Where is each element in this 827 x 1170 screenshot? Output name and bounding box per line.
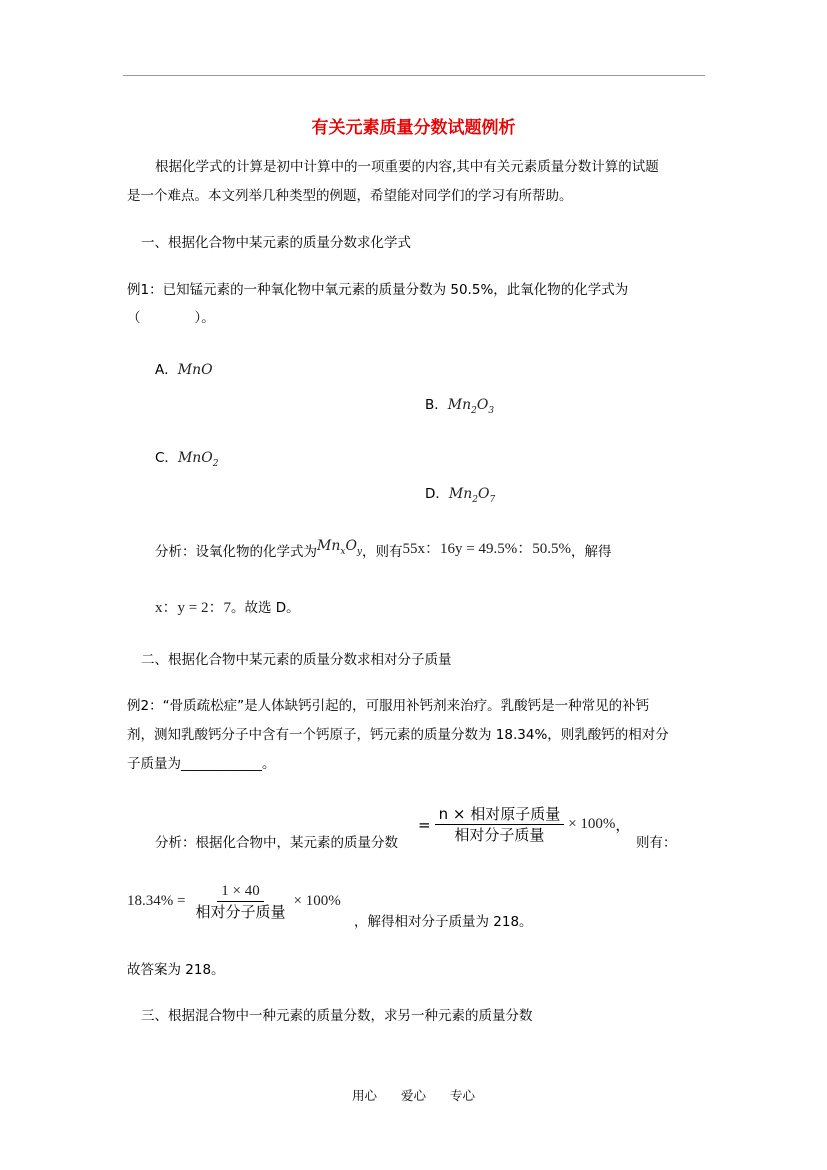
analysis-1-prefix: 分析：设氧化物的化学式为 [155, 544, 317, 560]
formula-y: y [356, 546, 363, 557]
header-rule [123, 75, 705, 76]
page-title: 有关元素质量分数试题例析 [311, 118, 516, 138]
option-b-label: B． [425, 397, 448, 413]
intro-line-1: 根据化学式的计算是初中计算中的一项重要的内容,其中有关元素质量分数计算的试题 [155, 159, 659, 175]
formula-numerator: n × 相对原子质量 [435, 805, 565, 825]
section-2-heading: 二、根据化合物中某元素的质量分数求相对分子质量 [141, 652, 452, 668]
formula-mn: Mn [317, 538, 341, 554]
footer-text-1: 用心 [352, 1088, 378, 1103]
example-2-line-3: 子质量为____________。 [127, 756, 276, 772]
intro-line-2: 是一个难点。本文列举几种类型的例题，希望能对同学们的学习有所帮助。 [127, 188, 573, 204]
result-suffix: 。故选 D。 [230, 600, 300, 616]
section-1-heading: 一、根据化合物中某元素的质量分数求化学式 [141, 235, 411, 251]
example-2-line-1: 例2：“骨质疏松症”是人体缺钙引起的，可服用补钙剂来治疗。乳酸钙是一种常见的补钙 [127, 698, 650, 714]
option-b-sub1: 2 [471, 405, 477, 416]
formula-equals: = [418, 815, 431, 834]
calc-formula [127, 882, 341, 921]
answer-line: 故答案为 218。 [127, 962, 225, 978]
option-d-o: O [478, 486, 490, 502]
option-a-formula: MnO [177, 362, 213, 378]
option-d-label: D． [425, 486, 449, 502]
option-c-sub: 2 [212, 458, 219, 469]
option-d [425, 482, 495, 505]
footer-text-3: 专心 [450, 1088, 476, 1103]
calc-tail: × 100% [293, 893, 341, 909]
result-equation: x：y = 2：7 [155, 600, 231, 616]
option-a [155, 358, 213, 378]
option-d-sub2: 7 [489, 494, 496, 505]
option-d-sub1: 2 [472, 494, 478, 505]
formula-denominator: 相对分子质量 [454, 826, 545, 844]
example-1-line-1: 例1：已知锰元素的一种氧化物中氧元素的质量分数为 50.5%，此氧化物的化学式为 [127, 282, 629, 298]
formula-tail: × 100% [568, 816, 616, 832]
option-b-mn: Mn [447, 397, 472, 413]
footer-text-2: 爱心 [401, 1088, 427, 1103]
option-b-o: O [476, 397, 489, 413]
option-b-sub2: 3 [488, 405, 495, 416]
option-c [155, 446, 219, 469]
then-has: 则有： [636, 835, 677, 851]
calc-suffix: ，解得相对分子质量为 218。 [354, 914, 533, 930]
section-3-heading: 三、根据混合物中一种元素的质量分数，求另一种元素的质量分数 [141, 1008, 533, 1024]
example-1-line-2: （ ）。 [127, 310, 215, 326]
analysis-1-equation: 55x：16y = 49.5%：50.5% [402, 541, 571, 557]
analysis-1 [155, 540, 611, 563]
analysis-2-prefix: 分析：根据化合物中，某元素的质量分数 [155, 835, 398, 851]
calc-numerator: 1 × 40 [217, 882, 263, 902]
option-b [425, 393, 494, 416]
analysis-1-suffix: ，解得 [570, 544, 612, 560]
option-a-label: A． [155, 362, 178, 378]
mass-fraction-formula [418, 805, 630, 844]
formula-suffix: ， [615, 816, 631, 834]
analysis-1-mid: ，则有 [362, 544, 403, 560]
calc-denominator: 相对分子质量 [195, 903, 286, 921]
option-c-label: C． [155, 450, 178, 466]
example-2-line-2: 剂，测知乳酸钙分子中含有一个钙原子，钙元素的质量分数为 18.34%，则乳酸钙的相对分 [127, 727, 669, 743]
formula-o: O [345, 538, 357, 554]
calc-lhs: 18.34% = [127, 893, 186, 909]
option-c-mno: MnO [177, 450, 213, 466]
option-d-mn: Mn [448, 486, 473, 502]
analysis-1-result [155, 596, 300, 617]
formula-x: x [340, 546, 346, 557]
